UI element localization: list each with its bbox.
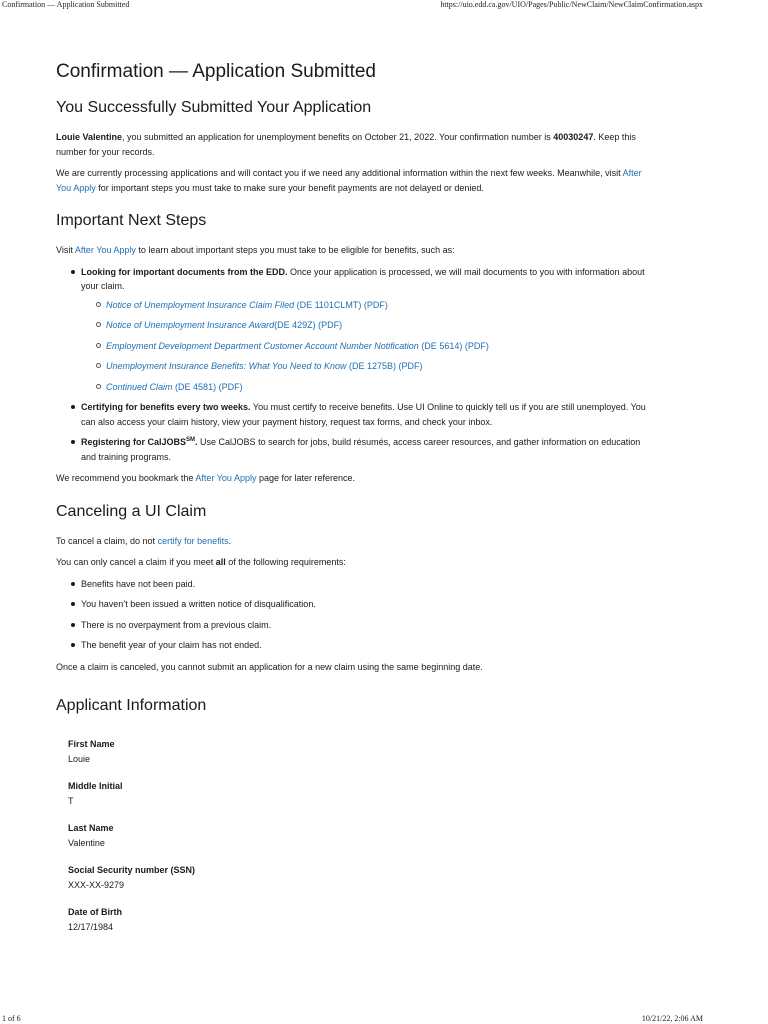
processing-paragraph: We are currently processing applications and will contact you if we need any additional information within the next few weeks. Meanwhile, visit After You Apply for important steps you must take to make sure your benefit payments are not delayed or denied.	[56, 168, 642, 193]
document-item	[106, 298, 646, 313]
after-you-apply-link[interactable]: After You Apply	[74, 245, 136, 255]
next-steps-list	[56, 265, 646, 465]
list-item: The benefit year of your claim has not ended.	[81, 638, 646, 653]
cancel-heading: Canceling a UI Claim	[56, 502, 207, 520]
next-steps-intro: Visit After You Apply to learn about important steps you must take to be eligible for benefits, such as:	[56, 245, 455, 255]
applicant-name: Louie Valentine	[56, 132, 123, 142]
certify-for-benefits-link[interactable]: certify for benefits	[157, 535, 229, 546]
cancel-note: Once a claim is canceled, you cannot submit an application for a new claim using the same beginning date.	[56, 661, 483, 672]
cancel-section	[56, 502, 646, 675]
field-first-name: First Name Louie	[68, 739, 115, 764]
applicant-information-section	[56, 696, 646, 934]
requirements-list	[56, 577, 646, 653]
bookmark-paragraph: We recommend you bookmark the After You Apply page for later reference.	[56, 473, 356, 483]
list-item: Benefits have not been paid.	[81, 577, 646, 592]
next-steps-section	[56, 211, 646, 486]
document-link[interactable]: Employment Development Department Customer Account Number Notification (DE 5614) (PDF)	[106, 340, 489, 351]
page-title: Confirmation — Application Submitted	[56, 61, 376, 82]
after-you-apply-link[interactable]: After You Apply	[56, 168, 642, 193]
document-item	[106, 318, 646, 333]
intro-paragraph: Louie Valentine, you submitted an application for unemployment benefits on October 21, 2022. Your confirmation number is 40030247. Keep this number for your records.	[56, 132, 636, 157]
print-header-url: https://uio.edd.ca.gov/UIO/Pages/Public/NewClaim/NewClaimConfirmation.aspx	[440, 0, 703, 9]
field-last-name: Last Name Valentine	[68, 823, 114, 848]
page-count: 1 of 6	[2, 1014, 21, 1023]
list-item-certify: Certifying for benefits every two weeks. You must certify to receive benefits. Use UI Online to quickly tell us if you are still unemployed. You can also access your claim history, view your payment history, request tax forms, and check your inbox.	[81, 400, 646, 429]
document-item	[106, 339, 646, 354]
applicant-heading: Applicant Information	[56, 697, 207, 714]
list-item: There is no overpayment from a previous claim.	[81, 618, 646, 633]
field-middle-initial: Middle Initial T	[68, 781, 123, 806]
document-link[interactable]: Notice of Unemployment Insurance Award(DE 429Z) (PDF)	[106, 320, 343, 330]
main-content	[56, 60, 646, 948]
document-link[interactable]: Notice of Unemployment Insurance Claim Filed (DE 1101CLMT) (PDF)	[106, 299, 388, 310]
field-ssn: Social Security number (SSN) XXX-XX-9279	[68, 865, 196, 890]
success-heading: You Successfully Submitted Your Application	[56, 99, 372, 116]
cancel-paragraph: To cancel a claim, do not certify for benefits.	[56, 535, 232, 546]
print-datetime: 10/21/22, 2:06 AM	[641, 1014, 703, 1023]
print-footer	[0, 1014, 768, 1023]
list-item-caljobs: Registering for CalJOBS℠. Use CalJOBS to search for jobs, build résumés, access career resources, and gather information on education and training programs.	[81, 435, 646, 464]
after-you-apply-link[interactable]: After You Apply	[195, 473, 257, 483]
requirements-intro: You can only cancel a claim if you meet all of the following requirements:	[56, 557, 346, 567]
document-link[interactable]: Continued Claim (DE 4581) (PDF)	[106, 381, 243, 392]
confirmation-number: 40030247	[553, 132, 594, 142]
print-header-title: Confirmation — Application Submitted	[2, 0, 130, 9]
field-date-of-birth: Date of Birth 12/17/1984	[68, 907, 122, 932]
documents-list	[81, 298, 646, 395]
document-link[interactable]: Unemployment Insurance Benefits: What You Need to Know (DE 1275B) (PDF)	[106, 361, 423, 371]
list-item-documents: Looking for important documents from the EDD. Once your application is processed, we will mail documents to you with information about your claim. Notice of Unemployment Insurance Claim Filed (DE 1101CLMT) (PDF) Notice of Unemployment Insurance Award(DE 429Z) (PDF) Employment Development Department Customer Account Number Notification (DE 5614) (PDF) Unemployment Insurance Benefits: What You Need to Know (DE 1275B) (PDF) Continued Claim (DE 4581) (PDF)	[81, 265, 646, 395]
document-item	[106, 380, 646, 395]
document-item	[106, 359, 646, 374]
next-steps-heading: Important Next Steps	[56, 212, 207, 229]
list-item: You haven’t been issued a written notice of disqualification.	[81, 597, 646, 612]
print-header	[0, 0, 768, 9]
